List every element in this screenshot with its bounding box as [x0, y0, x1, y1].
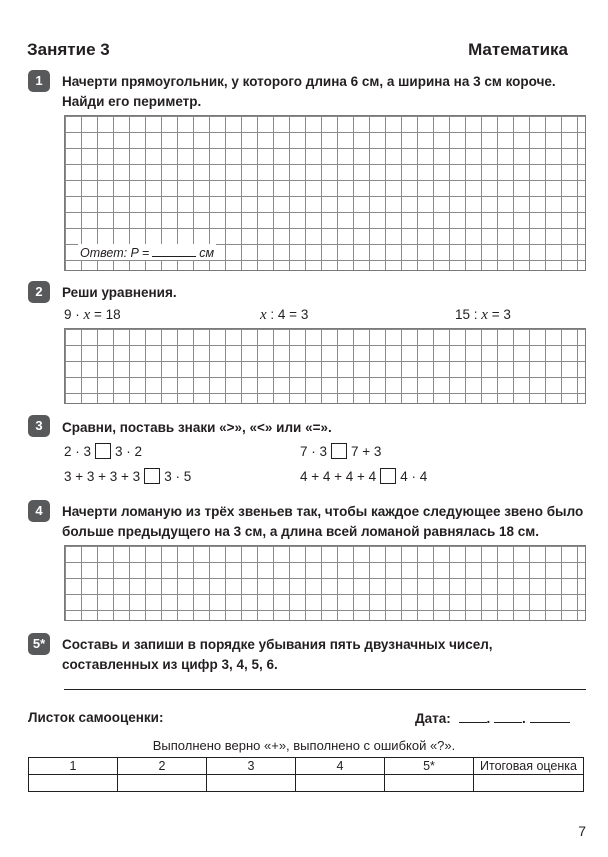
self-assessment-table — [28, 757, 584, 792]
table-cell[interactable] — [385, 775, 474, 792]
lesson-title: Занятие 3 — [27, 40, 110, 59]
task-number-1: 1 — [28, 70, 50, 92]
answer-prefix: Ответ: P = — [80, 246, 150, 260]
comparison-3: 3 + 3 + 3 + 3 3 · 5 — [64, 469, 192, 484]
table-cell: Итоговая оценка — [474, 758, 584, 775]
table-cell: 2 — [118, 758, 207, 775]
task-number-5: 5* — [28, 633, 50, 655]
answer-box[interactable] — [380, 468, 396, 484]
task-5-text: Составь и запиши в порядке убывания пять двузначных чисел, составленных из цифр 3, 4, 5, 6. — [62, 637, 493, 672]
task-1-text: Начерти прямоугольник, у которого длина 6 см, а ширина на 3 см короче. Найди его периметр. — [62, 74, 556, 109]
date-year-blank[interactable] — [530, 710, 570, 723]
table-cell[interactable] — [207, 775, 296, 792]
task-4-text: Начерти ломаную из трёх звеньев так, чтобы каждое следующее звено было больше предыдущего на 3 см, а длина всей ломаной равнялась 18 см. — [62, 504, 584, 539]
task-number-2: 2 — [28, 281, 50, 303]
subject-title: Математика — [468, 40, 568, 59]
table-cell: 3 — [207, 758, 296, 775]
grid-task-4 — [64, 545, 586, 621]
answer-unit: см — [199, 246, 215, 260]
table-cell[interactable] — [474, 775, 584, 792]
table-cell[interactable] — [29, 775, 118, 792]
equation-1: 9 · x = 18 — [64, 307, 121, 323]
self-assessment-title: Листок самооценки: — [28, 710, 164, 725]
comparison-1: 2 · 3 3 · 2 — [64, 444, 143, 459]
table-cell: 1 — [29, 758, 118, 775]
table-cell[interactable] — [296, 775, 385, 792]
task-number-3: 3 — [28, 415, 50, 437]
table-row — [29, 775, 584, 792]
date-month-blank[interactable] — [494, 710, 522, 723]
grid-task-2 — [64, 328, 586, 404]
answer-line — [78, 244, 216, 260]
answer-box[interactable] — [144, 468, 160, 484]
answer-box[interactable] — [95, 443, 111, 459]
equation-2: x : 4 = 3 — [260, 307, 309, 323]
task-number-4: 4 — [28, 500, 50, 522]
comparison-2: 7 · 3 7 + 3 — [300, 444, 382, 459]
equation-3: 15 : x = 3 — [455, 307, 511, 323]
date-day-blank[interactable] — [459, 710, 487, 723]
table-cell[interactable] — [118, 775, 207, 792]
table-header-row — [29, 758, 584, 775]
assessment-note: Выполнено верно «+», выполнено с ошибкой «?». — [152, 738, 456, 753]
date-label: Дата: — [415, 711, 451, 726]
answer-blank — [152, 244, 196, 257]
date-field: Дата: . . — [415, 710, 570, 726]
task-3-text: Сравни, поставь знаки «>», «<» или «=». — [62, 420, 332, 435]
table-cell: 5* — [385, 758, 474, 775]
answer-line-task-5 — [64, 689, 586, 690]
answer-box[interactable] — [331, 443, 347, 459]
page-number: 7 — [578, 823, 586, 839]
table-cell: 4 — [296, 758, 385, 775]
task-2-text: Реши уравнения. — [62, 285, 177, 300]
comparison-4: 4 + 4 + 4 + 4 4 · 4 — [300, 469, 428, 484]
